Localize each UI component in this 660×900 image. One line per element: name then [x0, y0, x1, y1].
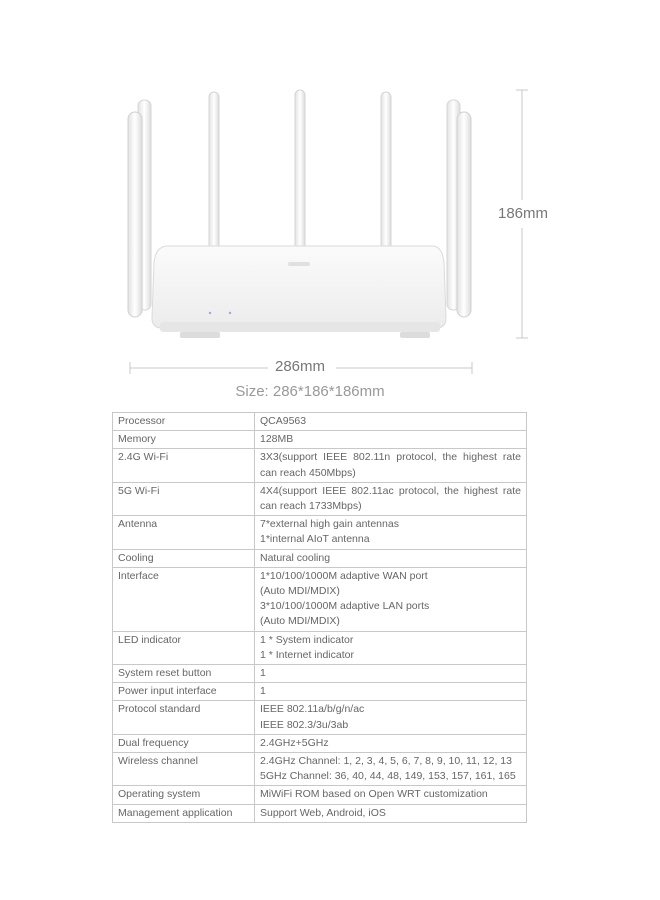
spec-value-line: QCA9563 — [260, 415, 307, 427]
antenna-right-front — [457, 112, 471, 317]
height-dimension-label: 186mm — [498, 205, 549, 222]
router-body — [152, 246, 446, 338]
antenna-top-1 — [209, 92, 219, 252]
spec-row — [113, 753, 527, 786]
spec-value-line: 3*10/100/1000M adaptive LAN ports — [260, 600, 430, 613]
spec-key: Interface — [113, 567, 255, 631]
spec-key: Dual frequency — [113, 734, 255, 752]
spec-value — [255, 683, 527, 701]
spec-value — [255, 701, 527, 734]
spec-row — [113, 449, 527, 482]
router-product-image — [0, 0, 660, 405]
spec-key: 5G Wi-Fi — [113, 482, 255, 515]
spec-key: Operating system — [113, 786, 255, 804]
spec-value-line: 1 * System indicator — [260, 633, 354, 646]
size-caption: Size: 286*186*186mm — [235, 383, 385, 400]
spec-row — [113, 516, 527, 549]
spec-key: Antenna — [113, 516, 255, 549]
spec-value — [255, 786, 527, 804]
spec-key: Cooling — [113, 549, 255, 567]
spec-value — [255, 431, 527, 449]
spec-value-line: 7*external high gain antennas — [260, 518, 399, 531]
spec-value-line: 1 — [260, 667, 266, 680]
spec-key: 2.4G Wi-Fi — [113, 449, 255, 482]
spec-row — [113, 734, 527, 752]
spec-value — [255, 449, 527, 482]
spec-key: Management application — [113, 804, 255, 822]
spec-key: System reset button — [113, 665, 255, 683]
spec-value-line: IEEE 802.11a/b/g/n/ac — [260, 703, 365, 716]
spec-value-line: Natural cooling — [260, 551, 331, 564]
spec-value — [255, 734, 527, 752]
spec-row — [113, 413, 527, 431]
spec-value — [255, 753, 527, 786]
spec-value-line: 1*10/100/1000M adaptive WAN port — [260, 569, 428, 582]
spec-key: Power input interface — [113, 683, 255, 701]
antenna-top-3 — [381, 92, 391, 252]
spec-value — [255, 482, 527, 515]
spec-value-line: 2.4GHz+5GHz — [260, 736, 329, 749]
spec-value — [255, 567, 527, 631]
spec-value-line: Support Web, Android, iOS — [260, 806, 386, 819]
spec-value-line: 1*internal AIoT antenna — [260, 533, 370, 546]
spec-table — [112, 412, 527, 823]
spec-value-line: 1 — [260, 685, 266, 698]
antenna-top-2 — [295, 90, 305, 252]
spec-value — [255, 804, 527, 822]
spec-value-line: MiWiFi ROM based on Open WRT customization — [260, 788, 488, 801]
spec-row — [113, 431, 527, 449]
spec-key: Protocol standard — [113, 701, 255, 734]
spec-value — [255, 549, 527, 567]
spec-value-line: 5GHz Channel: 36, 40, 44, 48, 149, 153, 157, 161, 165 — [260, 770, 516, 783]
spec-row — [113, 549, 527, 567]
spec-row — [113, 482, 527, 515]
spec-value-line: (Auto MDI/MDIX) — [260, 615, 340, 628]
spec-key: Processor — [113, 413, 255, 431]
spec-value-line: 2.4GHz Channel: 1, 2, 3, 4, 5, 6, 7, 8, 9, 10, 11, 12, 13 — [260, 755, 512, 768]
spec-row — [113, 701, 527, 734]
spec-key: LED indicator — [113, 631, 255, 664]
antenna-left-front — [128, 112, 142, 317]
spec-value-line: 128MB — [260, 433, 294, 446]
spec-value — [255, 413, 527, 431]
spec-key: Wireless channel — [113, 753, 255, 786]
spec-row — [113, 804, 527, 822]
spec-row — [113, 631, 527, 664]
spec-row — [113, 665, 527, 683]
spec-value-line: (Auto MDI/MDIX) — [260, 585, 340, 598]
spec-value-line: 3X3(support IEEE 802.11n protocol, the highest rate can reach 450Mbps) — [260, 451, 521, 479]
spec-key: Memory — [113, 431, 255, 449]
spec-table-body — [113, 413, 527, 823]
spec-value-line: 4X4(support IEEE 802.11ac protocol, the highest rate can reach 1733Mbps) — [260, 484, 521, 513]
spec-row — [113, 567, 527, 631]
spec-row — [113, 786, 527, 804]
spec-value — [255, 516, 527, 549]
spec-row — [113, 683, 527, 701]
spec-value-line: IEEE 802.3/3u/3ab — [260, 718, 349, 731]
spec-value — [255, 631, 527, 664]
spec-value-line: 1 * Internet indicator — [260, 648, 354, 661]
width-dimension-label: 286mm — [275, 358, 326, 375]
spec-value — [255, 665, 527, 683]
